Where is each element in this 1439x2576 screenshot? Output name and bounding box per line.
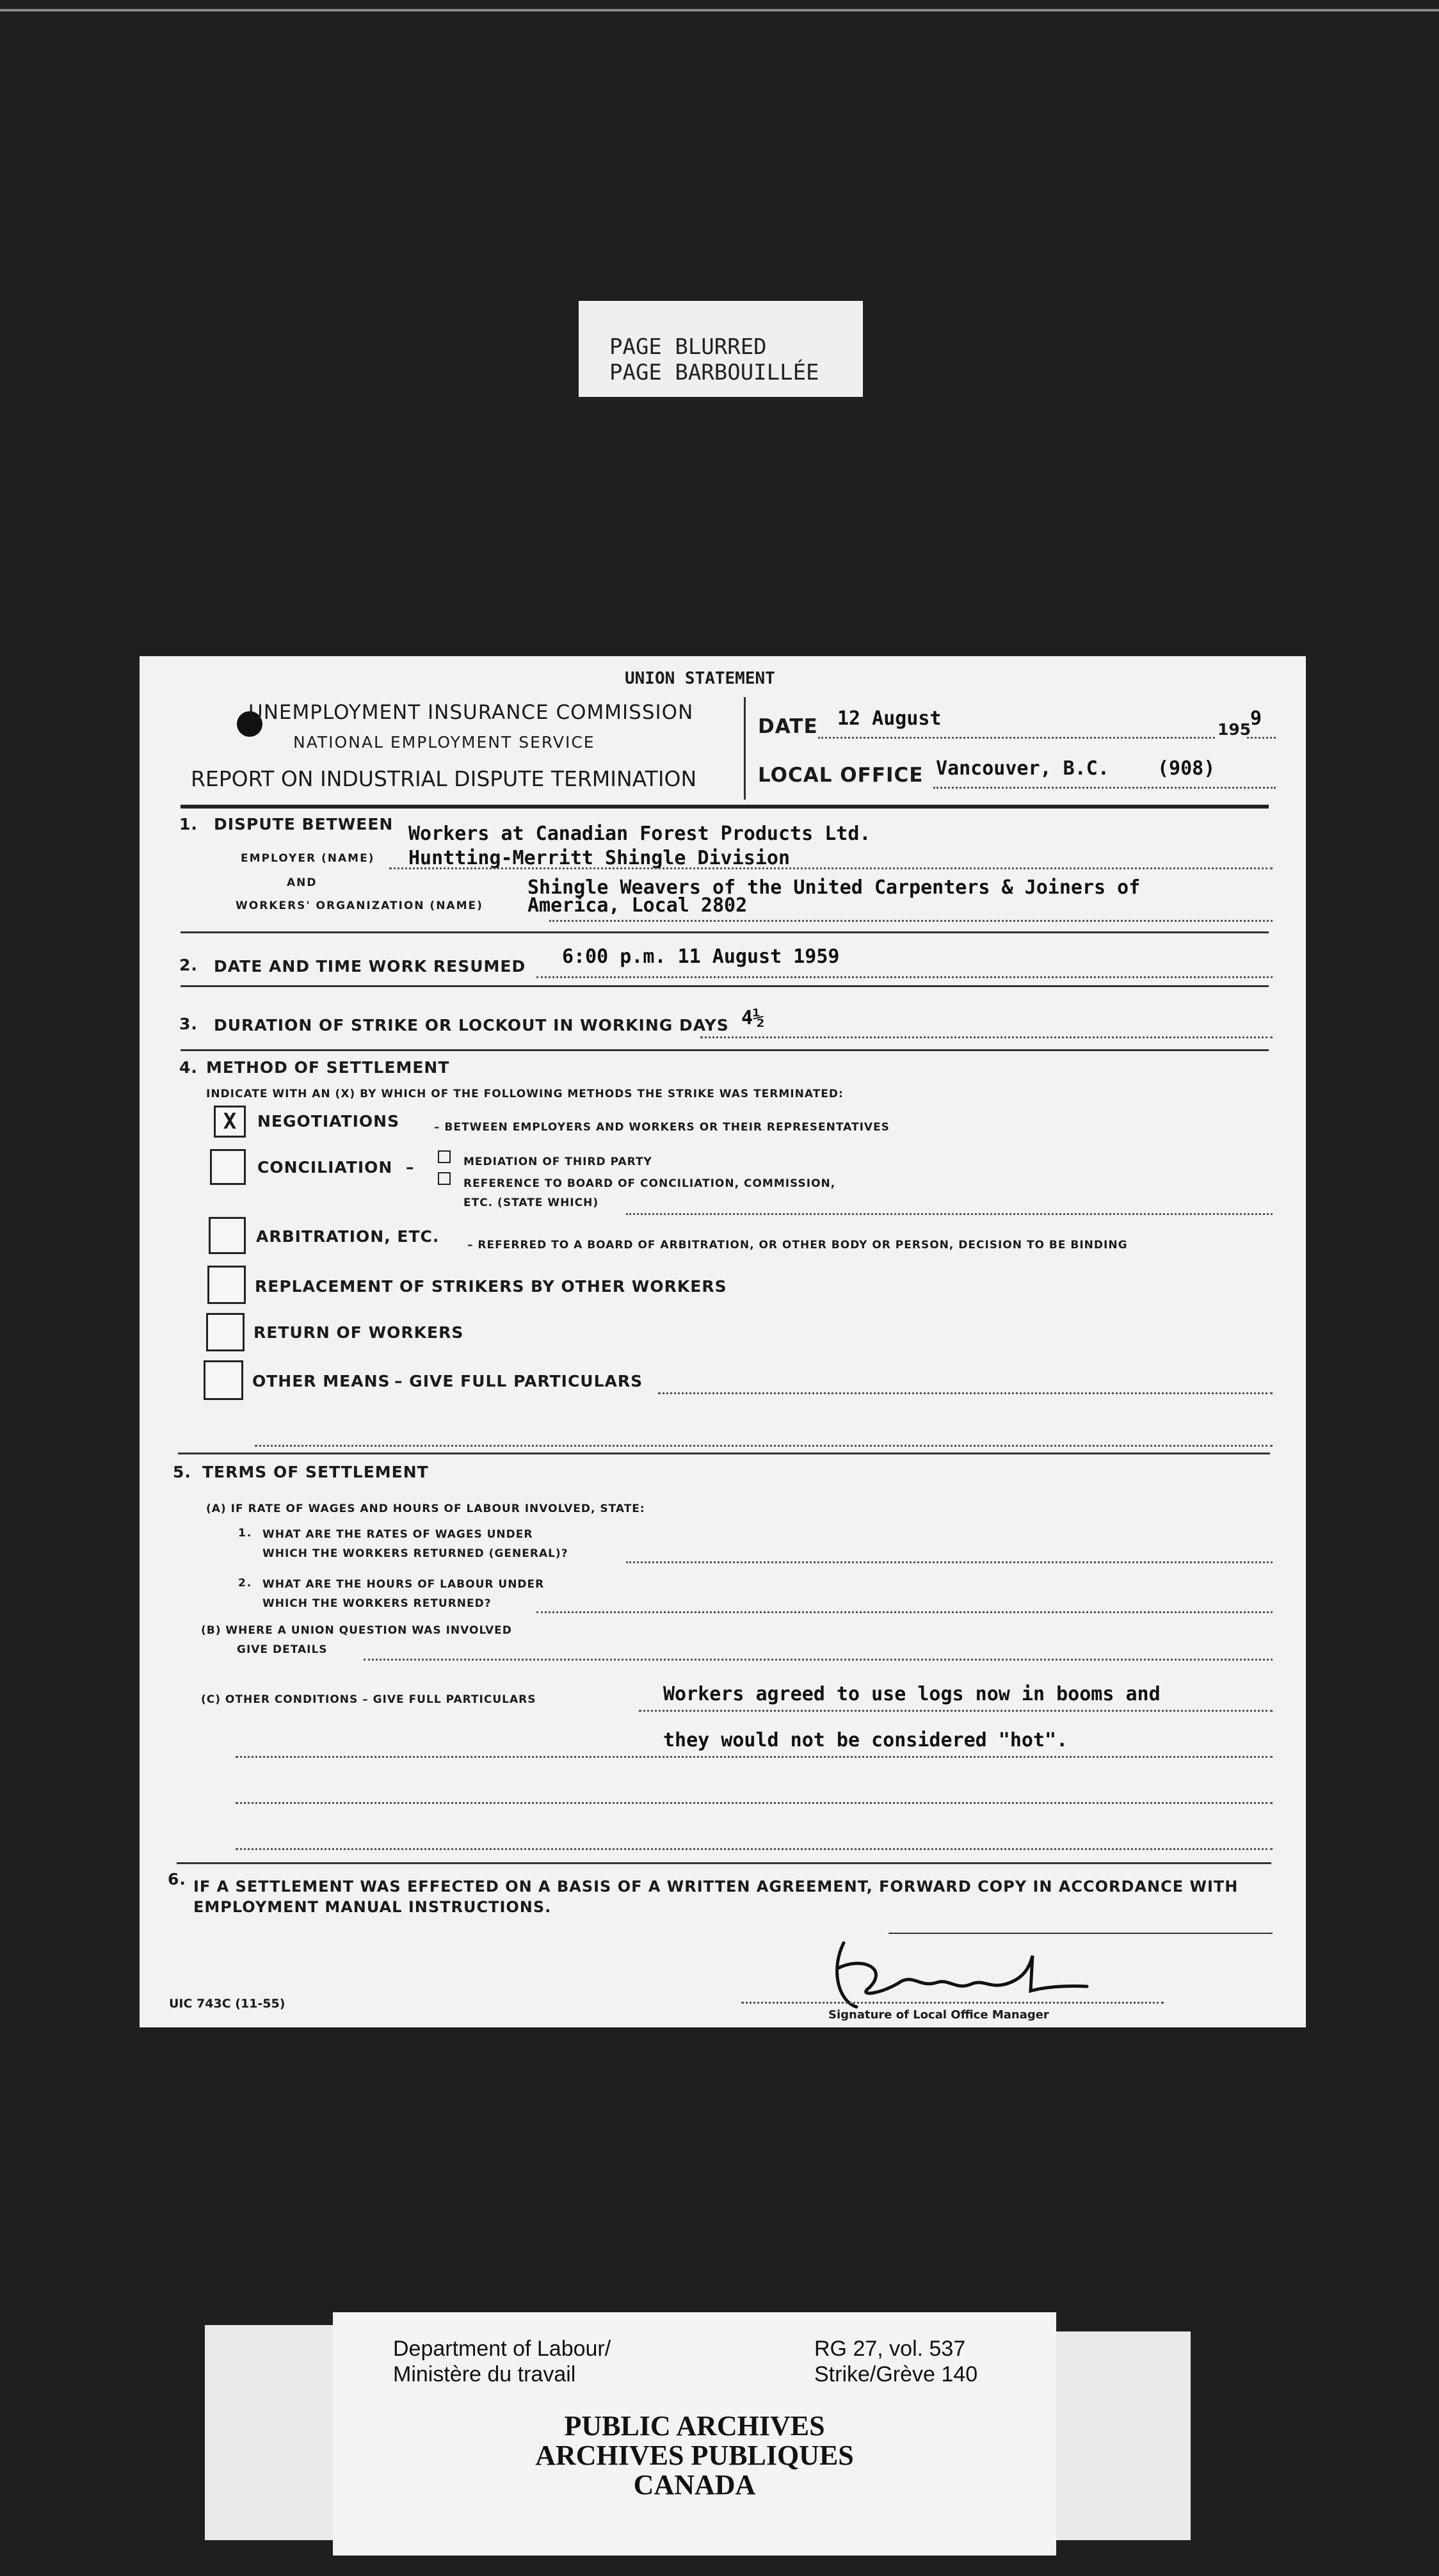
s3-label: DURATION OF STRIKE OR LOCKOUT IN WORKING DAYS bbox=[214, 1016, 729, 1034]
local-office-value: Vancouver, B.C. bbox=[936, 757, 1109, 780]
arbitration-desc: – REFERRED TO A BOARD OF ARBITRATION, OR OTHER BODY OR PERSON, DECISION TO BE BINDING bbox=[467, 1239, 1128, 1252]
reference-label: REFERENCE TO BOARD OF CONCILIATION, COMMISSION, bbox=[463, 1177, 836, 1190]
other-means-line1 bbox=[658, 1392, 1273, 1394]
ref-line2: Strike/Grève 140 bbox=[814, 2362, 978, 2387]
conciliation-checkbox[interactable] bbox=[210, 1149, 246, 1185]
s4-label: METHOD OF SETTLEMENT bbox=[206, 1058, 450, 1077]
s5-b-line2: GIVE DETAILS bbox=[237, 1643, 328, 1656]
negotiations-label: NEGOTIATIONS bbox=[257, 1112, 400, 1131]
date-line bbox=[818, 737, 1215, 739]
negotiations-desc: – BETWEEN EMPLOYERS AND WORKERS OR THEIR REPRESENTATIVES bbox=[434, 1121, 890, 1134]
signature-label: Signature of Local Office Manager bbox=[828, 2008, 1049, 2022]
form-code: UIC 743C (11-55) bbox=[169, 1997, 285, 2011]
top-edge-line bbox=[0, 9, 1439, 12]
agency-name: UNEMPLOYMENT INSURANCE COMMISSION bbox=[248, 701, 694, 724]
s5-c-line4 bbox=[236, 1848, 1273, 1850]
header-divider bbox=[744, 697, 746, 800]
s1-workers-line2: America, Local 2802 bbox=[527, 894, 748, 917]
year-digit: 9 bbox=[1250, 707, 1262, 730]
s5-c-line2 bbox=[236, 1756, 1273, 1758]
s5-a2-line1: WHAT ARE THE HOURS OF LABOUR UNDER bbox=[262, 1578, 545, 1591]
service-name: NATIONAL EMPLOYMENT SERVICE bbox=[293, 733, 595, 752]
etc-label: ETC. (STATE WHICH) bbox=[463, 1196, 599, 1209]
s6-line2: EMPLOYMENT MANUAL INSTRUCTIONS. bbox=[193, 1898, 552, 1916]
date-label: DATE bbox=[758, 715, 818, 738]
s1-label: DISPUTE BETWEEN bbox=[214, 815, 394, 833]
s5-c: (C) OTHER CONDITIONS – GIVE FULL PARTICULARS bbox=[201, 1693, 536, 1706]
s5-a2-num: 2. bbox=[238, 1577, 253, 1590]
s2-label: DATE AND TIME WORK RESUMED bbox=[214, 957, 526, 976]
header-rule bbox=[181, 805, 1269, 809]
dept-line1: Department of Labour/ bbox=[393, 2337, 611, 2361]
dispute-termination-form bbox=[140, 656, 1306, 2027]
other-means-line2 bbox=[255, 1445, 1273, 1447]
s1-employer-line2: Huntting-Merritt Shingle Division bbox=[408, 847, 791, 869]
s3-rule bbox=[181, 1049, 1269, 1051]
s3-num: 3. bbox=[179, 1015, 198, 1033]
other-means-desc: – GIVE FULL PARTICULARS bbox=[394, 1372, 643, 1390]
and-label: AND bbox=[287, 876, 318, 889]
arbitration-label: ARBITRATION, ETC. bbox=[256, 1227, 440, 1246]
workers-org-label: WORKERS' ORGANIZATION (NAME) bbox=[236, 899, 483, 912]
s5-c-value1: Workers agreed to use logs now in booms and bbox=[663, 1683, 1161, 1705]
return-label: RETURN OF WORKERS bbox=[253, 1323, 464, 1342]
ref-line1: RG 27, vol. 537 bbox=[814, 2337, 966, 2361]
s5-a: (A) IF RATE OF WAGES AND HOURS OF LABOUR INVOLVED, STATE: bbox=[206, 1502, 645, 1515]
s6-line1: IF A SETTLEMENT WAS EFFECTED ON A BASIS OF A WRITTEN AGREEMENT, FORWARD COPY IN ACCORDANCE WITH bbox=[193, 1878, 1239, 1896]
s4-rule bbox=[178, 1453, 1270, 1454]
s2-line bbox=[536, 976, 1273, 978]
s3-value: 4½ bbox=[741, 1007, 765, 1029]
s5-b-line1: (B) WHERE A UNION QUESTION WAS INVOLVED bbox=[201, 1624, 512, 1637]
s5-rule bbox=[177, 1862, 1271, 1864]
s5-a1-num: 1. bbox=[238, 1527, 253, 1540]
reference-checkbox[interactable] bbox=[438, 1172, 451, 1185]
workers-line bbox=[549, 920, 1273, 922]
negotiations-checkbox[interactable] bbox=[214, 1106, 246, 1138]
replacement-checkbox[interactable] bbox=[207, 1266, 246, 1304]
other-means-checkbox[interactable] bbox=[204, 1360, 243, 1400]
s2-rule bbox=[181, 985, 1269, 987]
local-office-line bbox=[933, 787, 1276, 789]
archive-title3: CANADA bbox=[633, 2469, 756, 2500]
arbitration-checkbox[interactable] bbox=[209, 1217, 246, 1254]
report-title: REPORT ON INDUSTRIAL DISPUTE TERMINATION bbox=[191, 766, 697, 791]
s5-num: 5. bbox=[173, 1463, 191, 1481]
blur-label-line1: PAGE BLURRED bbox=[609, 334, 767, 360]
date-value: 12 August bbox=[837, 707, 942, 730]
conciliation-dash: – bbox=[406, 1158, 415, 1177]
union-statement-stamp: UNION STATEMENT bbox=[625, 669, 775, 688]
s1-rule bbox=[181, 931, 1269, 933]
page-blurred-label bbox=[579, 301, 863, 397]
dept-line2: Ministère du travail bbox=[393, 2362, 576, 2387]
s1-num: 1. bbox=[179, 815, 198, 833]
s5-a1-line1: WHAT ARE THE RATES OF WAGES UNDER bbox=[262, 1528, 533, 1541]
replacement-label: REPLACEMENT OF STRIKERS BY OTHER WORKERS bbox=[255, 1277, 727, 1296]
blur-label-line2: PAGE BARBOUILLÉE bbox=[609, 360, 819, 385]
s2-num: 2. bbox=[179, 956, 198, 974]
s5-a2-line bbox=[536, 1611, 1273, 1613]
return-checkbox[interactable] bbox=[206, 1313, 245, 1351]
conciliation-label: CONCILIATION bbox=[257, 1158, 393, 1177]
mediation-label: MEDIATION OF THIRD PARTY bbox=[463, 1155, 652, 1168]
archive-title1: PUBLIC ARCHIVES bbox=[564, 2410, 825, 2442]
year-prefix: 195 bbox=[1218, 720, 1251, 739]
employer-line bbox=[389, 867, 1273, 869]
s2-value: 6:00 p.m. 11 August 1959 bbox=[562, 946, 840, 968]
archive-label bbox=[333, 2312, 1056, 2556]
s3-line bbox=[700, 1036, 1273, 1038]
s4-num: 4. bbox=[179, 1058, 198, 1077]
archive-title2: ARCHIVES PUBLIQUES bbox=[535, 2440, 854, 2471]
s1-employer-line1: Workers at Canadian Forest Products Ltd. bbox=[408, 823, 871, 845]
employer-name-label: EMPLOYER (NAME) bbox=[241, 852, 375, 865]
manager-signature bbox=[818, 1930, 1113, 2020]
signature-line bbox=[741, 2002, 1164, 2004]
other-means-label: OTHER MEANS bbox=[252, 1372, 390, 1390]
s5-a1-line2: WHICH THE WORKERS RETURNED (GENERAL)? bbox=[262, 1547, 568, 1560]
s4-instruction: INDICATE WITH AN (X) BY WHICH OF THE FOLLOWING METHODS THE STRIKE WAS TERMINATED: bbox=[206, 1088, 844, 1100]
etc-line bbox=[626, 1213, 1273, 1215]
s5-a1-line bbox=[626, 1561, 1273, 1563]
label-stub-right bbox=[1056, 2331, 1191, 2540]
s5-a2-line2: WHICH THE WORKERS RETURNED? bbox=[262, 1597, 492, 1610]
s5-c-value2: they would not be considered "hot". bbox=[663, 1729, 1068, 1751]
s1-workers-line1: Shingle Weavers of the United Carpenters & Joiners of bbox=[527, 876, 1141, 899]
year-line bbox=[1247, 737, 1276, 739]
label-stub-left bbox=[205, 2325, 333, 2540]
local-office-code: (908) bbox=[1157, 757, 1216, 780]
local-office-label: LOCAL OFFICE bbox=[758, 764, 924, 787]
negotiations-x-mark: X bbox=[223, 1109, 237, 1134]
s5-label: TERMS OF SETTLEMENT bbox=[202, 1463, 429, 1481]
mediation-checkbox[interactable] bbox=[438, 1150, 451, 1163]
s5-c-line3 bbox=[236, 1802, 1273, 1804]
s5-c-line1 bbox=[639, 1710, 1273, 1712]
s6-num: 6. bbox=[168, 1870, 186, 1888]
s5-b-line bbox=[364, 1659, 1273, 1661]
